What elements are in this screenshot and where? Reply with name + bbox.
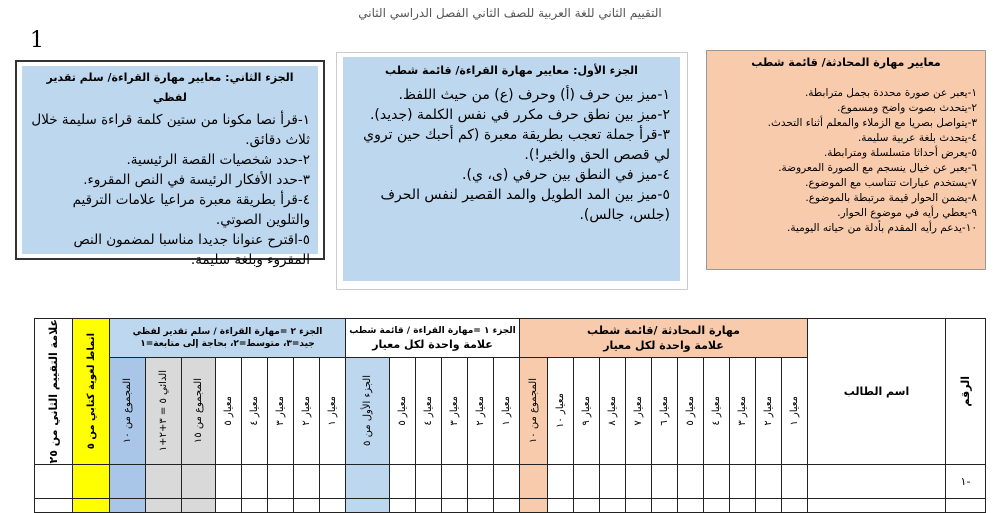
reading2-criterion: ٥-اقترح عنوانا جديدا مناسبا لمضمون النص المقروء وبلغة سليمة. [73, 232, 310, 268]
speaking-criterion: ٥-يعرض أحداثا متسلسلة ومترابطة. [823, 147, 977, 159]
speaking-criterion: ٦-يعبر عن خيال ينسجم مع الصورة المعروضة. [778, 162, 977, 174]
reading2-final-cell[interactable] [110, 464, 146, 498]
speaking-criterion: ١٠-يدعم رأيه المقدم بأدلة من حياته اليومية. [787, 222, 977, 234]
speaking-criterion: ٣-يتواصل بصريا مع الزملاء والمعلم أثناء التحدث. [767, 117, 977, 129]
speaking-criterion-header: معيار ٢ [756, 358, 782, 464]
grading-table [34, 318, 986, 513]
grade-cell[interactable] [704, 498, 730, 512]
reading2-criterion: ٤-قرأ بطريقة معبرة مراعيا علامات الترقيم والتلوين الصوتي. [72, 192, 310, 228]
speaking-criterion-header: معيار ٦ [652, 358, 678, 464]
reading2-criteria-box [22, 66, 318, 268]
grade-cell[interactable] [320, 498, 346, 512]
table-row [35, 498, 986, 512]
grade-cell[interactable] [242, 498, 268, 512]
grade-cell[interactable] [730, 464, 756, 498]
reading2-converted-cell[interactable] [146, 498, 182, 512]
grade-cell[interactable] [548, 464, 574, 498]
grade-cell[interactable] [442, 464, 468, 498]
grade-cell[interactable] [600, 498, 626, 512]
grade-cell[interactable] [678, 498, 704, 512]
reading1-criterion: ٥-ميز بين المد الطويل والمد القصير لنفس الحرف (جلس، جالس). [380, 187, 670, 223]
reading1-criterion: ٣-قرأ جملة تعجب بطريقة معبرة (كم أحبك حين تروي لي قصص الحق والخير!). [363, 127, 670, 163]
reading2-final-cell[interactable] [110, 498, 146, 512]
grade-cell[interactable] [756, 498, 782, 512]
col-number-header: الرقم [946, 319, 986, 465]
speaking-criterion-header: معيار ٤ [704, 358, 730, 464]
reading1-total-cell[interactable] [346, 498, 390, 512]
grade-cell[interactable] [730, 498, 756, 512]
reading2-criterion-header: معيار ٥ [216, 358, 242, 464]
page-title: التقييم الثاني للغة العربية للصف الثاني الفصل الدراسي الثاني [358, 6, 662, 20]
reading2-final-header: المجموع من ١٠ [110, 358, 146, 464]
reading2-criterion: ١-قرأ نصا مكونا من ستين كلمة قراءة سليمة خلال ثلاث دقائق. [31, 112, 310, 148]
reading2-criteria-heading: الجزء الثاني: معايير مهارة القراءة/ سلم تقدير لفظي [46, 71, 294, 104]
row-number-cell [946, 498, 986, 512]
page-number: 1 [30, 28, 44, 53]
reading1-criterion-header: معيار ٢ [468, 358, 494, 464]
speaking-criterion: ٧-يستخدم عبارات تتناسب مع الموضوع. [805, 177, 977, 189]
grade-cell[interactable] [548, 498, 574, 512]
grade-cell[interactable] [782, 464, 808, 498]
speaking-criterion: ٨-يضمن الحوار قيمة مرتبطة بالموضوع. [805, 192, 977, 204]
reading2-criterion-header: معيار ١ [320, 358, 346, 464]
reading1-criterion: ٢-ميز بين نطق حرف مكرر في نفس الكلمة (جديد). [369, 107, 670, 123]
speaking-criterion-header: معيار ٩ [574, 358, 600, 464]
reading1-criterion-header: معيار ٤ [416, 358, 442, 464]
grade-cell[interactable] [320, 464, 346, 498]
reading1-total-header: الجزء الأول من ٥ [346, 358, 390, 464]
grade-cell[interactable] [442, 498, 468, 512]
grade-cell[interactable] [652, 498, 678, 512]
grade-cell[interactable] [468, 464, 494, 498]
row-number: -١ [946, 464, 986, 498]
speaking-criterion: ٩-يعطي رأيه في موضوع الحوار. [837, 207, 977, 219]
reading2-criterion: ٢-حدد شخصيات القصة الرئيسية. [126, 152, 310, 168]
reading2-total-cell[interactable] [182, 498, 216, 512]
grade-cell[interactable] [416, 464, 442, 498]
grade-cell[interactable] [600, 464, 626, 498]
writing-cell[interactable] [73, 498, 110, 512]
speaking-criterion: ٢-يتحدث بصوت واضح ومسموع. [837, 102, 977, 114]
speaking-criterion-header: معيار ٨ [600, 358, 626, 464]
speaking-criterion-header: معيار ٣ [730, 358, 756, 464]
speaking-criterion: ٤-يتحدث بلغة عربية سليمة. [857, 132, 977, 144]
reading2-converted-cell[interactable] [146, 464, 182, 498]
reading1-criteria-box [343, 57, 680, 281]
final-score-cell[interactable] [35, 498, 73, 512]
grade-cell[interactable] [242, 464, 268, 498]
table-row [35, 464, 986, 498]
speaking-criterion: ١-يعبر عن صورة محددة بجمل مترابطة. [804, 87, 977, 99]
col-final-header: علامة التقييم الثاني من ٢٥ [35, 319, 73, 465]
speaking-criterion-header: معيار ١٠ [548, 358, 574, 464]
grade-cell[interactable] [704, 464, 730, 498]
reading2-total-cell[interactable] [182, 464, 216, 498]
speaking-criterion-header: معيار ١ [782, 358, 808, 464]
final-score-cell[interactable] [35, 464, 73, 498]
reading1-group-header: الجزء ١ =مهارة القراءة / قائمة شطب علامة واحدة لكل معيار [346, 319, 520, 358]
speaking-criterion-header: معيار ٧ [626, 358, 652, 464]
grade-cell[interactable] [494, 498, 520, 512]
speaking-criteria-heading: معايير مهارة المحادثة/ قائمة شطب [751, 56, 941, 69]
reading2-total-header: المجموع من ١٥ [182, 358, 216, 464]
speaking-group-header: مهارة المحادثة /قائمة شطب علامة واحدة لكل معيار [520, 319, 808, 358]
reading2-group-header: الجزء ٢ =مهارة القراءة / سلم تقدير لفظي جيد=٣، متوسط=٢، بحاجة إلى متابعة=١ [110, 319, 346, 358]
grade-cell[interactable] [756, 464, 782, 498]
reading2-criterion-header: معيار ٤ [242, 358, 268, 464]
reading1-criteria-heading: الجزء الأول: معايير مهارة القراءة/ قائمة شطب [385, 64, 638, 77]
student-name-cell[interactable] [808, 498, 946, 512]
col-writing-header: انماط لغوية كتابي من ٥ [73, 319, 110, 465]
reading2-criterion-header: معيار ٣ [268, 358, 294, 464]
grade-cell[interactable] [294, 498, 320, 512]
writing-cell[interactable] [73, 464, 110, 498]
speaking-total-cell[interactable] [520, 464, 548, 498]
student-name-cell[interactable] [808, 464, 946, 498]
grade-cell[interactable] [268, 464, 294, 498]
reading2-criterion: ٣-حدد الأفكار الرئيسة في النص المقروء. [83, 172, 310, 188]
grade-cell[interactable] [652, 464, 678, 498]
speaking-criterion-header: معيار ٥ [678, 358, 704, 464]
reading1-criterion-header: معيار ٥ [390, 358, 416, 464]
reading1-criterion: ١-ميز بين حرف (أ) وحرف (ع) من حيث اللفظ. [398, 87, 670, 103]
reading1-criterion: ٤-ميز في النطق بين حرفي (ى، ي). [462, 167, 670, 183]
col-student-header: اسم الطالب [808, 319, 946, 465]
grade-cell[interactable] [390, 498, 416, 512]
reading2-converted-header: الدائي ٥ = ٣+٢+١ [146, 358, 182, 464]
speaking-total-cell[interactable] [520, 498, 548, 512]
grade-cell[interactable] [268, 498, 294, 512]
reading2-criterion-header: معيار ٢ [294, 358, 320, 464]
grade-cell[interactable] [468, 498, 494, 512]
grade-cell[interactable] [216, 464, 242, 498]
speaking-criteria-box [706, 50, 986, 270]
reading1-criterion-header: معيار ٣ [442, 358, 468, 464]
grade-cell[interactable] [678, 464, 704, 498]
grade-cell[interactable] [216, 498, 242, 512]
grade-cell[interactable] [390, 464, 416, 498]
speaking-total-header: المجموع من ١٠ [520, 358, 548, 464]
grade-cell[interactable] [626, 464, 652, 498]
grade-cell[interactable] [782, 498, 808, 512]
reading1-total-cell[interactable] [346, 464, 390, 498]
grade-cell[interactable] [494, 464, 520, 498]
reading1-criterion-header: معيار ١ [494, 358, 520, 464]
grade-cell[interactable] [574, 464, 600, 498]
grade-cell[interactable] [416, 498, 442, 512]
grade-cell[interactable] [626, 498, 652, 512]
grade-cell[interactable] [574, 498, 600, 512]
grade-cell[interactable] [294, 464, 320, 498]
